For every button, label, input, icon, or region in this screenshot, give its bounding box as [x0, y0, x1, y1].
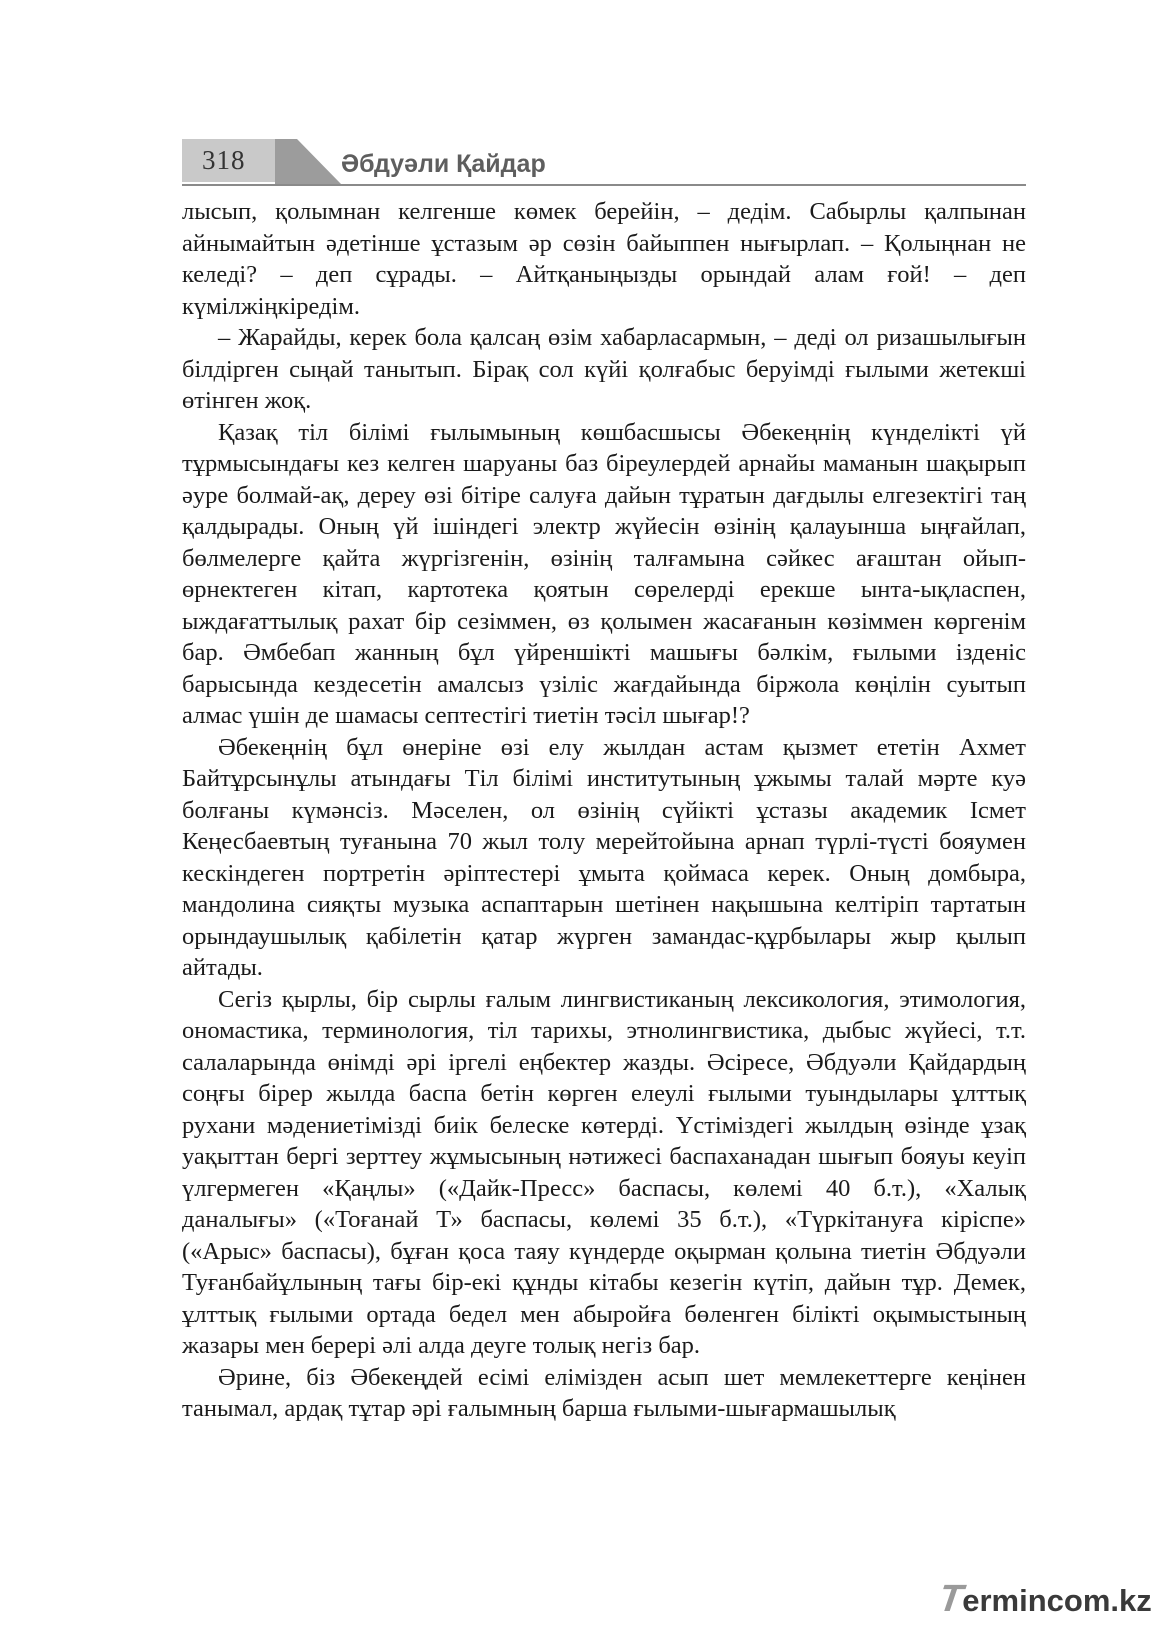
- watermark-t-glyph: T: [936, 1578, 966, 1620]
- body-text: [182, 196, 1026, 1425]
- paragraph-1: лысып, қолымнан келгенше көмек берейін, – дедім. Сабырлы қалпынан айнымайтын әдетінше ұстазым әр сөзін байыппен нығырлап. – Қолыңнан не келеді? – деп сұрады. – Айтқаныңызды орындай алам ғой! – деп күмілжіңкіредім.: [182, 198, 1026, 320]
- paragraph-5: Сегіз қырлы, бір сырлы ғалым лингвистиканың лексикология, этимология, ономастика, терминология, тіл тарихы, этнолингвистика, дыбыс жүйесі, т.т. салаларында өнімді әрі іргелі еңбектер жазды. Әсіресе, Әбдуәли Қайдардың соңғы бірер жылда баспа бетін көрген елеулі ғылыми туындылары ұлттық рухани мәдениетімізді биік белеске көтерді. Үстіміздегі жылдың өзінде ұзақ уақыттан бергі зерттеу жұмысының нәтижесі баспаханадан шығып бояуы кеуіп үлгермеген «Қаңлы» («Дайк-Пресс» баспасы, көлемі 40 б.т.), «Халық даналығы» («Тоғанай Т» баспасы, көлемі 35 б.т.), «Түркітануға кіріспе» («Арыс» баспасы), бұған қоса таяу күндерде оқырман қолына тиетін Әбдуәли Туғанбайұлының тағы бір-екі құнды кітабы кезегін күтіп, дайын тұр. Демек, ұлттық ғылыми ортада бедел мен абыройға бөленген білікті оқымыстының жазары мен берері әлі алда деуге толық негіз бар.: [182, 985, 1026, 1359]
- paragraph-2: – Жарайды, керек бола қалсаң өзім хабарласармын, – деді ол ризашылығын білдірген сыңай танытып. Бірақ сол күйі қолғабыс беруімді ғылыми жетекші өтінген жоқ.: [182, 324, 1026, 414]
- watermark-text: ermincom.kz: [962, 1583, 1152, 1618]
- header-rule: [182, 184, 1026, 186]
- paragraph-4: Әбекеңнің бұл өнеріне өзі елу жылдан астам қызмет ететін Ахмет Байтұрсынұлы атындағы Тіл білімі институтының ұжымы талай мәрте куә болғаны күмәнсіз. Мәселен, ол өзінің сүйікті ұстазы академик Ісмет Кеңесбаевтың туғанына 70 жыл толу мерейтойына арнап түрлі-түсті бояумен кескіндеген портретін әріптестері ұмыта қоймаса керек. Оның домбыра, мандолина сияқты музыка аспаптарын шетінен нақышына келтіріп тартатын орындаушылық қабілетін қатар жүрген замандас-құрбылары жыр қылып айтады.: [182, 733, 1026, 981]
- paragraph-3: Қазақ тіл білімі ғылымының көшбасшысы Әбекеңнің күнделікті үй тұрмысындағы кез келген шаруаны баз біреулердей арнайы маманын шақырып әуре болмай-ақ, дереу өзі бітіре салуға дайын тұратын дағдылы елгезектігі таң қалдырады. Оның үй ішіндегі электр жүйесін өзінің қалауынша ыңғайлап, бөлмелерге қайта жүргізгенін, өзінің талғамына сәйкес ағаштан ойып-өрнектеген кітап, картотека қоятын сөрелерді ерекше ынта-ықласпен, ыждағаттылық рахат бір сезіммен, өз қолымен жасағанын көзіммен көргенім бар. Әмбебап жанның бұл үйреншікті машығы бәлкім, ғылыми ізденіс барысында кездесетін амалсыз үзіліс жағдайында біржола көңілін суытып алмас үшін де шамасы септестігі тиетін тәсіл шығар!?: [182, 418, 1026, 729]
- page-header: [0, 0, 1158, 200]
- paragraph-6: Әрине, біз Әбекеңдей есімі елімізден асып шет мемлекеттерге кеңінен танымал, ардақ тұтар әрі ғалымның барша ғылыми-шығармашылық: [182, 1363, 1026, 1422]
- running-title: Әбдуәли Қайдар: [341, 150, 546, 178]
- page-number: 318: [202, 145, 246, 175]
- terminkom-watermark: [936, 1578, 1152, 1620]
- tab-wedge-shape: [275, 139, 341, 185]
